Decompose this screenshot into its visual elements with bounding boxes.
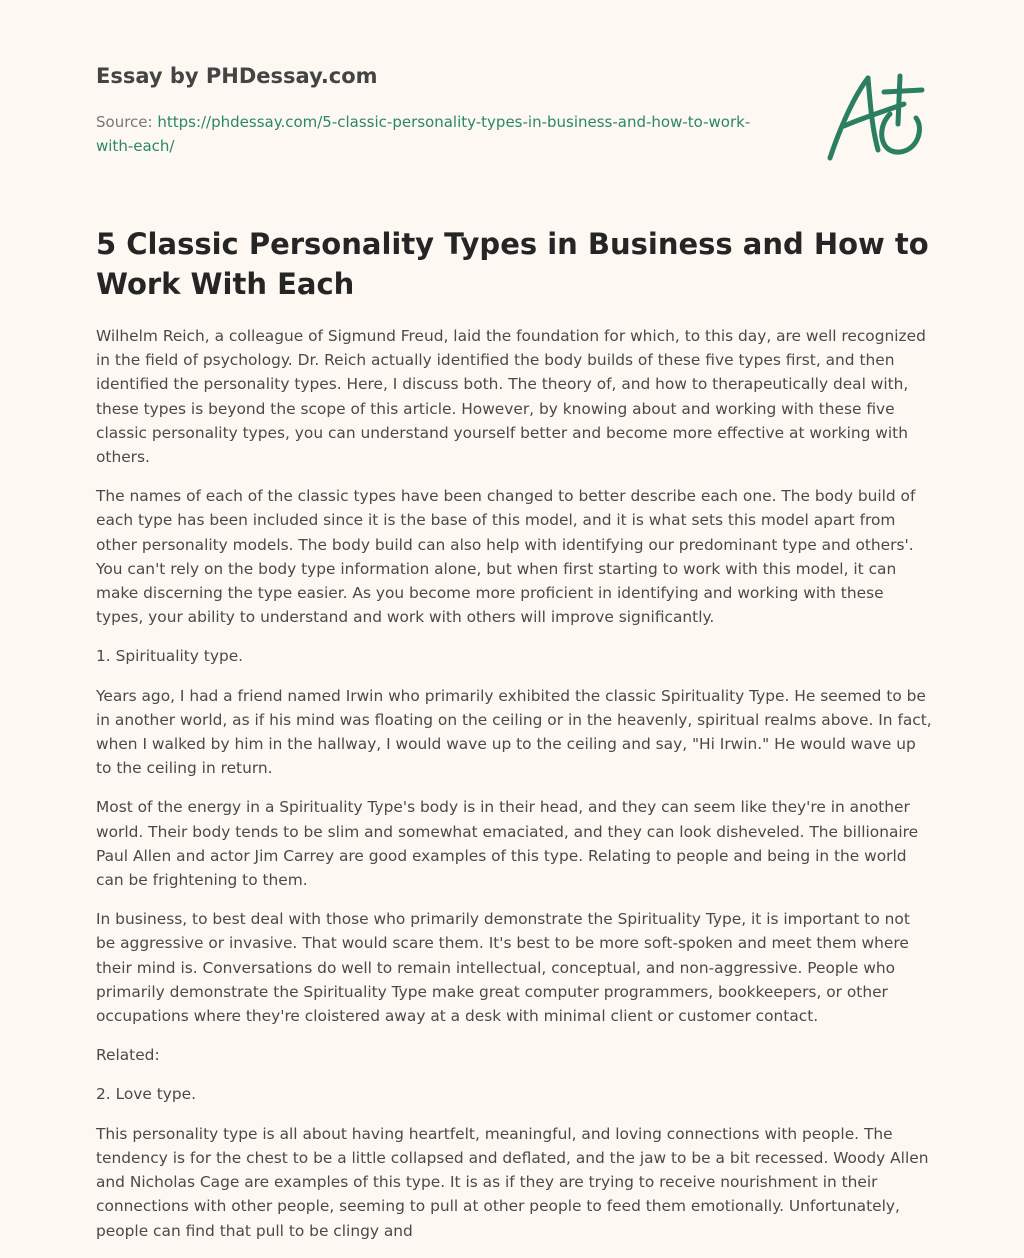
site-brand: Essay by PHDessay.com — [96, 64, 378, 88]
source-link[interactable]: https://phdessay.com/5-classic-personality-types-in-business-and-how-to-work-with-each/ — [96, 113, 751, 155]
logo-plus-horizontal — [884, 90, 922, 92]
paragraph: Most of the energy in a Spirituality Type's body is in their head, and they can seem like they're in another world. Their body tends to be slim and somewhat emaciated, and they can look disheveled. The billionaire Paul Allen and actor Jim Carrey are good examples of this type. Relating to people and being in the world can be frightening to them. — [96, 798, 919, 890]
paragraph: The names of each of the classic types have been changed to better describe each one. The body build of each type has been included since it is the base of this model, and it is what sets this model apart from other personality models. The body build can also help with identifying our predominant type and others'. You can't rely on the body type information alone, but when first starting to work with this model, it can make discerning the type easier. As you become more proficient in identifying and working with these types, your ability to understand and work with others will improve significantly. — [96, 487, 916, 627]
paragraph: In business, to best deal with those who primarily demonstrate the Spirituality Type, it is important to not be aggressive or invasive. That would scare them. It's best to be more soft-spoken and meet them where their mind is. Conversations do well to remain intellectual, conceptual, and non-aggressive. People who primarily demonstrate the Spirituality Type make great computer programmers, bookkeepers, or other occupations where they're cloistered away at a desk with minimal client or customer contact. — [96, 910, 910, 1026]
related-label: Related: — [96, 1046, 160, 1065]
paragraph: Years ago, I had a friend named Irwin who primarily exhibited the classic Spirituality Type. He seemed to be in another world, as if his mind was floating on the ceiling or in the heavenly, spiritual realms above. In fact, when I walked by him in the hallway, I would wave up to the ceiling and say, "Hi Irwin." He would wave up to the ceiling in return. — [96, 686, 932, 778]
paragraph: This personality type is all about having heartfelt, meaningful, and loving connections with people. The tendency is for the chest to be a little collapsed and deflated, and the jaw to be a bit recessed. Woody Allen and Nicholas Cage are examples of this type. It is as if they are trying to receive nourishment in their connections with other people, seeming to pull at other people to feed them emotionally. Unfortunately, people can find that pull to be clingy and — [96, 1124, 929, 1240]
paragraph: Wilhelm Reich, a colleague of Sigmund Freud, laid the foundation for which, to this day, are well recognized in the field of psychology. Dr. Reich actually identified the body builds of these five types first, and then identified the personality types. Here, I discuss both. The theory of, and how to therapeutically deal with, these types is beyond the scope of this article. However, by knowing about and working with these five classic personality types, you can understand yourself better and become more effective at working with others. — [96, 327, 926, 467]
article-title: 5 Classic Personality Types in Business and How to Work With Each — [96, 227, 929, 301]
section-heading: 2. Love type. — [96, 1085, 197, 1104]
logo-plus-vertical — [898, 76, 900, 124]
section-heading: 1. Spirituality type. — [96, 647, 244, 666]
source-label: Source: — [96, 113, 158, 131]
source-line — [96, 110, 776, 158]
article-body — [96, 324, 932, 1258]
a-plus-logo-icon — [820, 66, 930, 168]
